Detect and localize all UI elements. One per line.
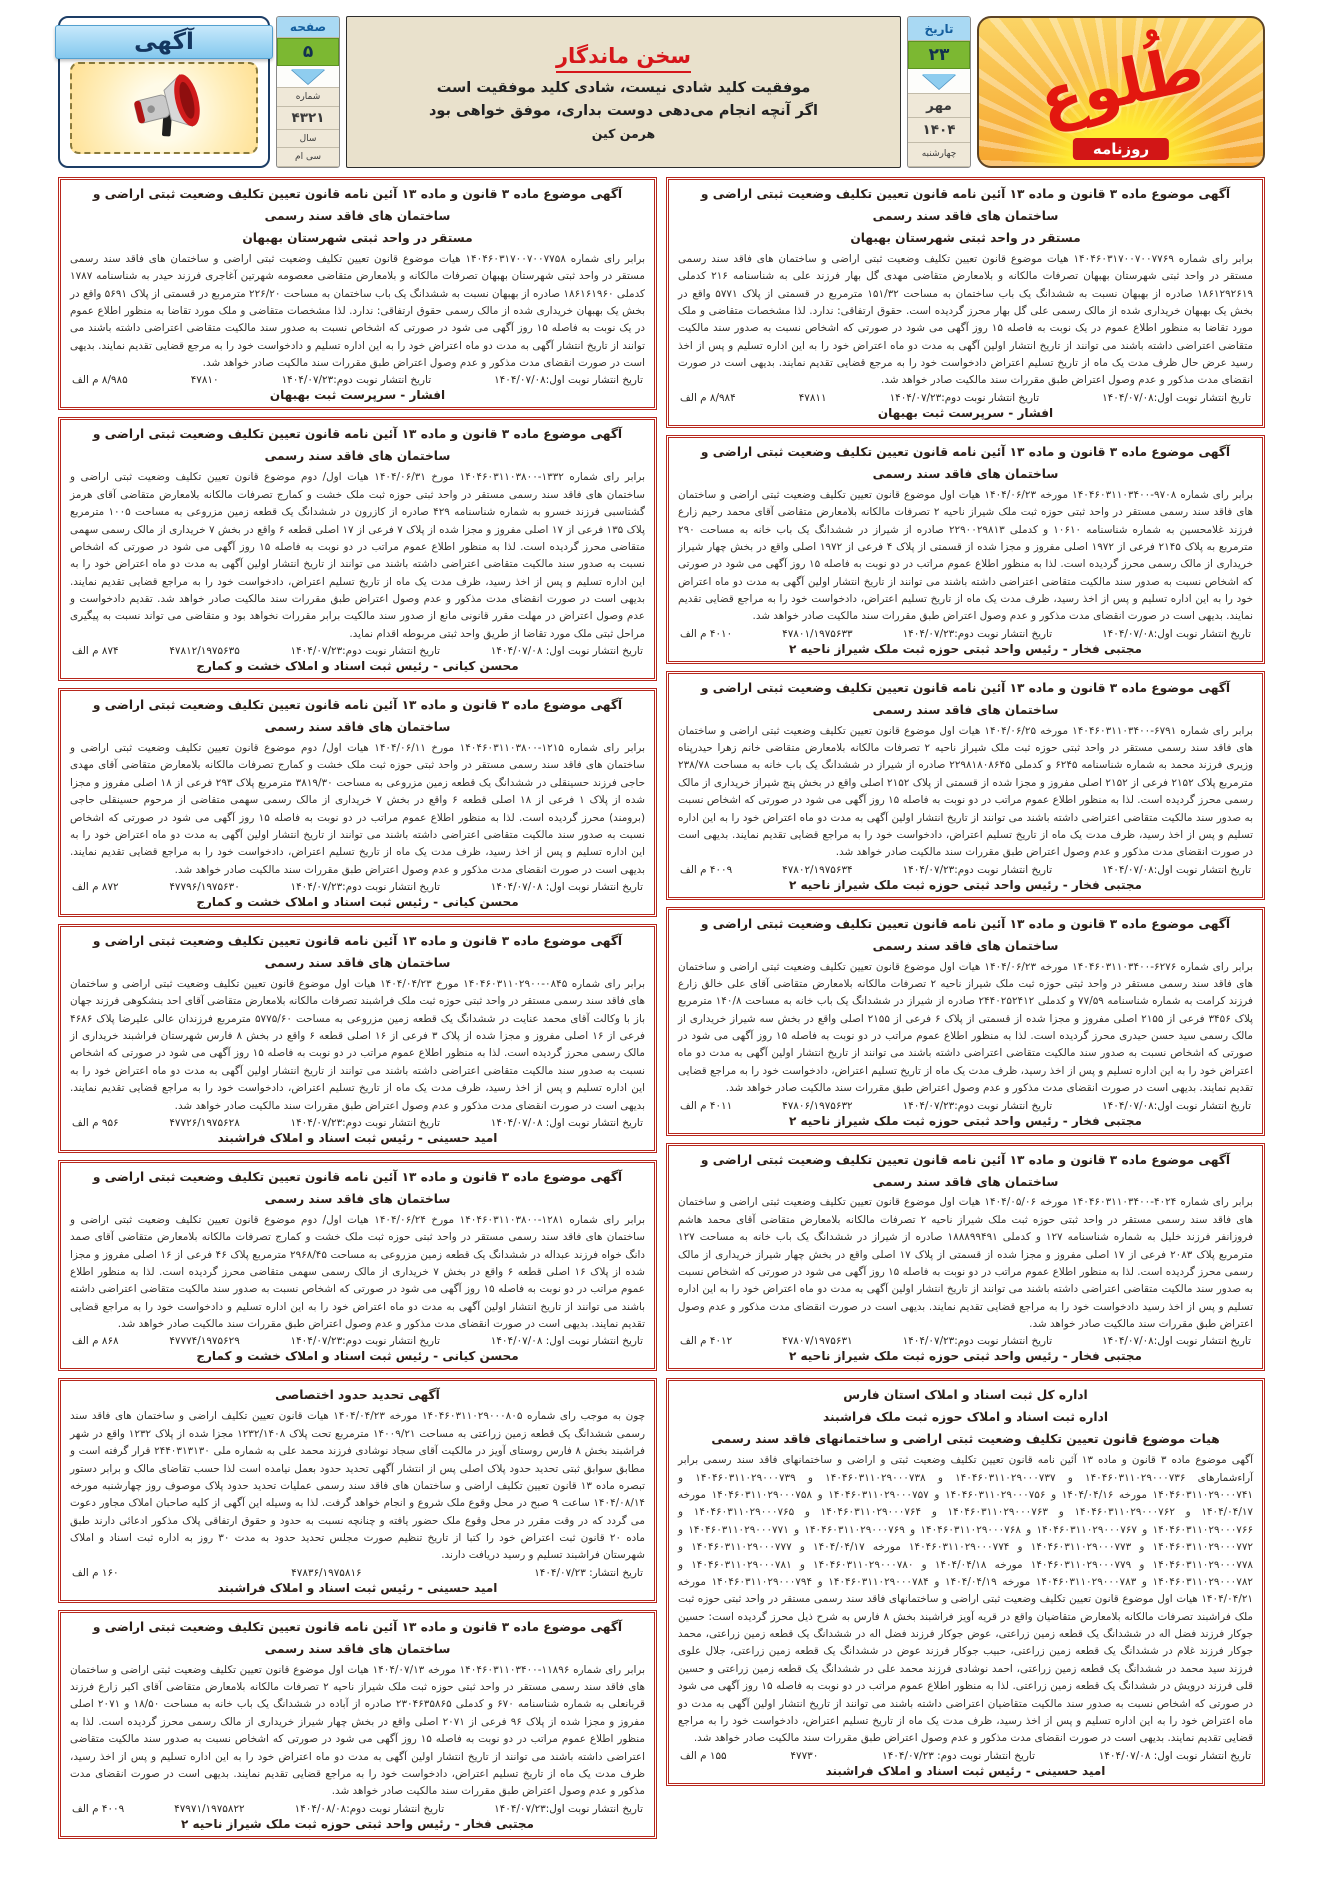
notice-headings xyxy=(678,1385,1253,1451)
megaphone-icon xyxy=(116,70,212,146)
quote-title: سخن ماندگار xyxy=(556,44,691,73)
quote-line-1: موفقیت کلید شادی نیست، شادی کلید موفقیت است xyxy=(436,79,811,96)
triangle-icon xyxy=(908,69,970,93)
notice-footer-item: تاریخ انتشار نوبت اول:۱۴۰۴/۰۷/۰۸ xyxy=(494,374,643,387)
notice-footer xyxy=(678,627,1253,641)
notice-footer-item: ۱۶۰ م الف xyxy=(72,1566,119,1579)
legal-notice xyxy=(58,1160,657,1372)
notices-area xyxy=(58,177,1265,1846)
year-label: سال xyxy=(277,130,339,149)
quote-author: هرمن کین xyxy=(591,125,656,141)
issue-number: ۴۳۲۱ xyxy=(277,107,339,130)
notice-footer-item: تاریخ انتشار نوبت اول:۱۴۰۴/۰۷/۰۸ xyxy=(1102,627,1251,640)
notice-title-line: آگهی موضوع ماده ۳ قانون و ماده ۱۳ آئین نامه قانون تعیین تکلیف وضعیت ثبتی اراضی و ساختمان های فاقد سند رسمی xyxy=(700,187,1231,223)
notice-footer-item: تاریخ انتشار نوبت اول:۱۴۰۴/۰۷/۰۸ xyxy=(1102,863,1251,876)
notice-body: آگهی موضوع ماده ۳ قانون و ماده ۱۳ آئین نامه قانون تعیین تکلیف وضعیت ثبتی و اراضی و ساختمانهای فاقد سند رسمی برابر آراءشمارهای ۱۴۰۴۶۰۳۱۱۰۲۹۰۰۰۷۳۶ و ۱۴۰۴۶۰۳۱۱۰۲۹۰۰۰۷۳۷ و ۱۴۰۴۶۰۳۱۱۰۲۹۰۰۰۷۳۸ و ۱۴۰۴۶۰۳۱۱۰۲۹۰۰۰۷۳۹ و ۱۴۰۴۶۰۳۱۱۰۲۹۰۰۰۷۴۱ مورخه ۱۴۰۴/۰۴/۱۶ و ۱۴۰۴۶۰۳۱۱۰۲۹۰۰۰۷۵۶ و ۱۴۰۴۶۰۳۱۱۰۲۹۰۰۰۷۵۷ و ۱۴۰۴۶۰۳۱۱۰۲۹۰۰۰۷۵۸ مورخه ۱۴۰۴/۰۴/۱۷ و ۱۴۰۴۶۰۳۱۱۰۲۹۰۰۰۷۶۲ و ۱۴۰۴۶۰۳۱۱۰۲۹۰۰۰۷۶۳ و ۱۴۰۴۶۰۳۱۱۰۲۹۰۰۰۷۶۴ و ۱۴۰۴۶۰۳۱۱۰۲۹۰۰۰۷۶۵ و ۱۴۰۴۶۰۳۱۱۰۲۹۰۰۰۷۶۶ و ۱۴۰۴۶۰۳۱۱۰۲۹۰۰۰۷۶۷ و ۱۴۰۴۶۰۳۱۱۰۲۹۰۰۰۷۶۸ و ۱۴۰۴۶۰۳۱۱۰۲۹۰۰۰۷۶۹ و ۱۴۰۴۶۰۳۱۱۰۲۹۰۰۰۷۷۱ و ۱۴۰۴۶۰۳۱۱۰۲۹۰۰۰۷۷۲ و ۱۴۰۴۶۰۳۱۱۰۲۹۰۰۰۷۷۳ و ۱۴۰۴۶۰۳۱۱۰۲۹۰۰۰۷۷۴ مورخه ۱۴۰۴/۰۴/۱۷ و ۱۴۰۴۶۰۳۱۱۰۲۹۰۰۰۷۷۷ و ۱۴۰۴۶۰۳۱۱۰۲۹۰۰۰۷۷۸ و ۱۴۰۴۶۰۳۱۱۰۲۹۰۰۰۷۷۹ مورخه ۱۴۰۴/۰۴/۱۸ و ۱۴۰۴۶۰۳۱۱۰۲۹۰۰۰۷۸۰ و ۱۴۰۴۶۰۳۱۱۰۲۹۰۰۰۷۸۱ و ۱۴۰۴۶۰۳۱۱۰۲۹۰۰۰۷۸۲ و ۱۴۰۴۶۰۳۱۱۰۲۹۰۰۰۷۸۳ مورخه ۱۴۰۴/۰۴/۱۹ و ۱۴۰۴۶۰۳۱۱۰۲۹۰۰۰۷۸۴ و ۱۴۰۴۶۰۳۱۱۰۲۹۰۰۰۷۹۴ مورخه ۱۴۰۴/۰۴/۲۱ هیات اول موضوع قانون تعیین تکلیف وضعیت ثبتی اراضی و ساختمانهای فاقد سند رسمی مستقر در واحد ثبتی حوزه ثبت ملک فراشبند تصرفات مالکانه بلامعارض متقاضیان واقع در قریه آویز فراشبند بخش ۸ فارس به شرح ذیل محرز گردیده است: حسین جوکار فرزند فضل اله در ششدانگ یک قطعه زمین زراعتی، عوض جوکار فرزند فضل اله در ششدانگ یک قطعه زمین زراعتی، محمد جوکار فرزند غلام در ششدانگ یک قطعه زمین زراعتی، حبیب جوکار فرزند عوض در ششدانگ یک قطعه زمین زراعتی، جلال علوی فرزند سید محمد در ششدانگ یک قطعه زمین زراعتی، احمد نوشادی فرزند محمد علی در ششدانگ یک قطعه زمین زراعتی و حسین قلی فرزند درویش در ششدانگ یک قطعه زمین زراعتی. لذا به منظور اطلاع عموم مراتب در دو نوبت به فاصله ۱۵ روز آگهی می شود در صورتی که اشخاص نسبت به صدور سند مالکیت متقاضیان اعتراضی داشته باشند می توانند از تاریخ انتشار اولین آگهی به مدت دو ماه اعتراض خود را به این اداره تسلیم و پس از اخذ رسید، ظرف مدت یک ماه از تاریخ تسلیم اعتراض، دادخواست خود را به مراجع قضایی تقدیم نمایند. بدیهی است در صورت انقضای مدت مذکور و عدم وصول اعتراض طبق مقررات سند مالکیت صادر خواهد شد. xyxy=(678,1454,1254,1745)
legal-notice xyxy=(58,1610,657,1839)
notice-title-line: آگهی موضوع ماده ۳ قانون و ماده ۱۳ آئین نامه قانون تعیین تکلیف وضعیت ثبتی اراضی و ساختمان های فاقد سند رسمی xyxy=(92,427,623,464)
masthead xyxy=(58,16,1265,168)
newspaper-logo-title: طُلوع xyxy=(1032,30,1210,136)
notice-footer-item: تاریخ انتشار نوبت دوم:۱۴۰۴/۰۷/۲۳ xyxy=(902,1099,1053,1112)
notice-signature: مجتبی فخار - رئیس واحد ثبتی حوزه ثبت ملک شیراز ناحیه ۲ xyxy=(789,641,1142,656)
notice-footer-item: ۴۷۸۰۶/۱۹۷۵۶۳۲ xyxy=(782,1099,853,1112)
notice-footer-item: تاریخ انتشار نوبت دوم:۱۴۰۴/۰۷/۲۳ xyxy=(889,391,1040,404)
notice-footer xyxy=(70,880,645,894)
legal-notice xyxy=(666,907,1265,1136)
notice-signature: افشار - سرپرست ثبت بهبهان xyxy=(877,405,1054,420)
notice-footer-item: تاریخ انتشار نوبت دوم:۱۴۰۴/۰۷/۲۳ xyxy=(290,881,441,894)
notice-body: برابر رای شماره ۴۰۲۴-۱۴۰۴۶۰۳۱۱۰۳۴۰۰ مورخه ۱۴۰۴/۰۵/۰۶ هیات اول موضوع قانون تعیین تکلیف وضعیت ثبتی اراضی و ساختمان های فاقد سند رسمی مستقر در واحد ثبتی حوزه ثبت ملک شیراز ناحیه ۲ تصرفات مالکانه بلامعارض متقاضی آقای محمد هاشم فروزانفر فرزند خلیل به شماره شناسنامه ۱۲۷ و کدملی ۱۸۸۸۹۹۴۹۱ صادره از شیراز در ششدانگ یک باب خانه به مساحت ۱۲۷ مترمربع پلاک ۲۰۸۳ فرعی از ۱۷ اصلی مفروز و مجزا شده از قسمتی از پلاک ۱۷ اصلی واقع در بخش چهار شیراز خریداری از مالک رسمی محرز گردیده است. لذا به منظور اطلاع عموم مراتب در دو نوبت به فاصله ۱۵ روز آگهی می شود در صورتی که اشخاص نسبت به صدور سند مالکیت متقاضی اعتراضی داشته باشند می توانند از تاریخ انتشار اولین آگهی به مدت دو ماه اعتراض خود را به این اداره تسلیم و پس از اخذ رسید دادخواست خود را به مراجع قضایی تقدیم نمایند. بدیهی است در صورت انقضای مدت مذکور و عدم وصول اعتراض طبق مقررات سند مالکیت صادر خواهد شد. xyxy=(678,1196,1254,1331)
notice-footer-item: تاریخ انتشار نوبت اول:۱۴۰۴/۰۷/۰۸ xyxy=(1102,391,1251,404)
notice-body: برابر رای شماره ۱۲۱۵-۱۴۰۴۶۰۳۱۱۰۳۸۰۰ مورخ ۱۴۰۴/۰۶/۱۱ هیات اول/ دوم موضوع قانون تعیین تکلیف وضعیت ثبتی اراضی و ساختمان های فاقد سند رسمی مستقر در واحد ثبتی حوزه ثبت ملک خشت و کمارج تصرفات مالکانه بلامعارض متقاضی آقای مهدی حاجی فرزند حسینقلی در ششدانگ یک قطعه زمین مزروعی به مساحت ۳۸۱۹/۳۰ مترمربع پلاک ۲۹۳ فرعی از ۱۸ اصلی مفروز و مجزا شده از پلاک ۱ فرعی از ۱۸ اصلی قطعه ۶ واقع در بخش ۷ خریداری از مالک رسمی سهمی متقاضی از مرحوم حسینقلی حاجی (برومند) محرز گردیده است. لذا به منظور اطلاع عموم مراتب در دو نوبت به فاصله ۱۵ روز آگهی می شود در صورتی که اشخاص نسبت به صدور سند مالکیت متقاضی اعتراضی داشته باشند می توانند از تاریخ انتشار اولین آگهی به مدت دو ماه اعتراض خود را به این اداره تسلیم و پس از اخذ رسید، ظرف مدت یک ماه از تاریخ تسلیم اعتراض، دادخواست خود را به مراجع قضایی تقدیم نمایند. بدیهی است در صورت انقضای مدت مذکور و عدم وصول اعتراض طبق مقررات سند مالکیت صادر خواهد شد. xyxy=(70,742,646,876)
date-weekday: چهارشنبه xyxy=(908,143,970,167)
notice-headings xyxy=(70,695,645,739)
notice-body: برابر رای شماره ۱۱۸۹۶-۱۴۰۴۶۰۳۱۱۰۳۴۰۰ مورخه ۱۴۰۴/۰۷/۱۳ هیات اول موضوع قانون تعیین تکلیف وضعیت ثبتی اراضی و ساختمان های فاقد سند رسمی مستقر در واحد ثبتی حوزه ثبت ملک شیراز ناحیه ۲ تصرفات مالکانه بلامعارض متقاضی آقای اکبر زارع فرزند قربانعلی به شماره شناسنامه ۶۷۰ و کدملی ۲۳۰۴۶۳۵۸۶۵ صادره از آباده در ششدانگ یک باب خانه به مساحت ۱۸/۵۰ و ۲۰۷۱ اصلی مفروز و مجزا شده از پلاک ۹۶ فرعی از ۲۰۷۱ اصلی واقع در بخش چهار شیراز خریداری از مالک رسمی محرز گردیده است. لذا به منظور اطلاع عموم مراتب در دو نوبت به فاصله ۱۵ روز آگهی می شود در صورتی که اشخاص نسبت به صدور سند مالکیت متقاضی اعتراضی داشته باشند می توانند از تاریخ انتشار اولین آگهی به مدت دو ماه اعتراض خود را به این اداره تسلیم و پس از اخذ رسید، ظرف مدت یک ماه از تاریخ تسلیم اعتراض، دادخواست خود را به مراجع قضایی تقدیم نمایند. بدیهی است در صورت انقضای مدت مذکور و عدم وصول اعتراض طبق مقررات سند مالکیت صادر خواهد شد. xyxy=(70,1663,645,1798)
newspaper-logo xyxy=(977,16,1265,168)
notice-title-line: آگهی موضوع ماده ۳ قانون و ماده ۱۳ آئین نامه قانون تعیین تکلیف وضعیت ثبتی اراضی و ساختمان های فاقد سند رسمی xyxy=(700,444,1231,481)
notice-headings xyxy=(70,1617,645,1661)
notice-body: برابر رای شماره ۹۷۰۸-۱۴۰۴۶۰۳۱۱۰۳۴۰۰ مورخه ۱۴۰۴/۰۶/۲۳ هیات اول موضوع قانون تعیین تکلیف وضعیت ثبتی اراضی و ساختمان های فاقد سند رسمی مستقر در واحد ثبتی حوزه ثبت ملک شیراز ناحیه ۲ تصرفات مالکانه بلامعارض متقاضی آقای محمد رحیم زارع فرزند غلامحسین به شماره شناسنامه ۱۰۶۱۰ و کدملی ۲۲۹۰۰۲۹۸۱۳ صادره از شیراز در ششدانگ یک باب خانه به مساحت ۲۹۰ مترمربع به پلاک ۲۱۴۵ فرعی از ۱۹۷۲ اصلی مفروز و مجزا شده از قسمتی از پلاک ۴ فرعی از ۱۹۷۲ اصلی واقع در بخش چهار شیراز خریداری از مالک رسمی محرز گردیده است. لذا به منظور اطلاع عموم مراتب در دو نوبت به فاصله ۱۵ روز آگهی می شود در صورتی که اشخاص نسبت به صدور سند مالکیت متقاضی اعتراضی داشته باشند می توانند از تاریخ انتشار اولین آگهی به مدت دو ماه اعتراض خود را به این اداره تسلیم و پس از اخذ رسید، ظرف مدت یک ماه از تاریخ تسلیم اعتراض، دادخواست خود را به مراجع قضایی تقدیم نمایند. بدیهی است در صورت انقضای مدت مذکور و عدم وصول اعتراض طبق مقررات سند مالکیت صادر خواهد شد. xyxy=(678,488,1254,623)
notice-headings xyxy=(678,678,1253,722)
notice-title-line: اداره کل ثبت اسناد و املاک استان فارس xyxy=(843,1388,1088,1403)
legal-notice xyxy=(58,1378,657,1602)
notice-footer-item: ۴۷۸۱۱ xyxy=(798,391,827,404)
page-column xyxy=(276,16,340,168)
notice-footer xyxy=(70,1802,645,1816)
year-value: سی ام xyxy=(277,148,339,167)
notice-footer-item: ۴۷۷۹۶/۱۹۷۵۶۳۰ xyxy=(169,881,240,894)
legal-notice xyxy=(58,417,657,681)
page-number: ۵ xyxy=(277,38,339,66)
ad-banner-panel xyxy=(70,62,258,154)
page-label: صفحه xyxy=(277,17,339,38)
notice-title-line: اداره ثبت اسناد و املاک حوزه ثبت ملک فراشبند xyxy=(822,1410,1109,1425)
notice-footer-item: تاریخ انتشار نوبت اول: ۱۴۰۴/۰۷/۰۸ xyxy=(490,1335,643,1348)
notice-footer-item: تاریخ انتشار نوبت دوم:۱۴۰۴/۰۷/۲۳ xyxy=(281,374,432,387)
notice-footer-item: ۴۷۷۳۰ xyxy=(790,1749,819,1762)
notice-signature: محسن کیانی - رئیس ثبت اسناد و املاک خشت و کمارج xyxy=(196,1349,519,1364)
notice-footer-item: ۴۷۸۰۱/۱۹۷۵۶۳۳ xyxy=(782,627,853,640)
date-month: مهر xyxy=(908,94,970,118)
notice-footer-item: ۱۵۵ م الف xyxy=(680,1749,727,1762)
notice-footer-item: ۴۷۹۷۱/۱۹۷۵۸۲۲ xyxy=(174,1802,245,1815)
legal-notice xyxy=(666,1143,1265,1372)
notice-footer-item: ۸/۹۸۵ م الف xyxy=(72,374,128,387)
issue-label: شماره xyxy=(277,88,339,107)
notice-footer xyxy=(70,373,645,387)
notice-footer-item: تاریخ انتشار نوبت اول:۱۴۰۴/۰۷/۰۸ xyxy=(1102,1335,1251,1348)
notice-footer-item: ۸/۹۸۴ م الف xyxy=(680,391,736,404)
notice-footer-item: تاریخ انتشار نوبت دوم:۱۴۰۴/۰۷/۲۳ xyxy=(290,1335,441,1348)
notice-footer-item: ۸۷۴ م الف xyxy=(72,645,119,658)
notice-signature: مجتبی فخار - رئیس واحد ثبتی حوزه ثبت ملک شیراز ناحیه ۲ xyxy=(181,1816,534,1831)
notice-signature: مجتبی فخار - رئیس واحد ثبتی حوزه ثبت ملک شیراز ناحیه ۲ xyxy=(789,877,1142,892)
notice-headings xyxy=(70,1385,645,1407)
notice-headings xyxy=(678,442,1253,486)
notice-footer xyxy=(70,644,645,658)
notice-signature: مجتبی فخار - رئیس واحد ثبتی حوزه ثبت ملک شیراز ناحیه ۲ xyxy=(789,1349,1142,1364)
notice-signature: محسن کیانی - رئیس ثبت اسناد و املاک خشت و کمارج xyxy=(196,659,519,674)
notice-title-line: آگهی موضوع ماده ۳ قانون و ماده ۱۳ آئین نامه قانون تعیین تکلیف وضعیت ثبتی اراضی و ساختمان های فاقد سند رسمی xyxy=(92,1169,623,1206)
legal-notice xyxy=(666,671,1265,900)
notice-body: برابر رای شماره ۱۳۳۲-۱۴۰۴۶۰۳۱۱۰۳۸۰۰ مورخ ۱۴۰۴/۰۶/۳۱ هیات اول/ دوم موضوع قانون تعیین تکلیف وضعیت ثبتی اراضی و ساختمان های فاقد سند رسمی مستقر در واحد ثبتی حوزه ثبت ملک خشت و کمارج تصرفات مالکانه بلامعارض متقاضی آقای هرمز گشتاسبی فرزند خسرو به شماره شناسنامه ۴۲۹ صادره از کازرون در ششدانگ یک قطعه زمین مزروعی به مساحت ۱۰۰۵ مترمربع پلاک ۱۳۵ فرعی از ۱۷ اصلی مفروز و مجزا شده از پلاک ۷ فرعی از ۱۷ اصلی قطعه ۶ واقع در بخش ۷ خریداری از مالک رسمی سهمی متقاضی محرز گردیده است. لذا به منظور اطلاع عموم مراتب در دو نوبت به فاصله ۱۵ روز آگهی می شود در صورتی که اشخاص نسبت به صدور سند مالکیت متقاضی اعتراضی داشته باشند می توانند از تاریخ انتشار اولین آگهی به مدت دو ماه اعتراض خود را به این اداره تسلیم و پس از اخذ رسید، ظرف مدت یک ماه از تاریخ تسلیم اعتراض، دادخواست خود را به مراجع قضایی تقدیم نمایند. بدیهی است در صورت انقضای مدت مذکور و عدم وصول اعتراض طبق مقررات سند مالکیت صادر خواهد شد. تقدیم دادخواست و عدم وصول اعتراض در مهلت مقرر قانونی مانع از صدور سند مالکیت برابر مقررات نخواهد بود و متقاضی می تواند نسبت به پیگیری مراحل ثبتی ملک مورد تقاضا از طریق واحد ثبتی مربوطه اقدام نماید. xyxy=(70,471,646,640)
notice-title-line: آگهی تحدید حدود اختصاصی xyxy=(275,1388,440,1403)
notice-body: برابر رای شماره ۰۸۴۵-۱۴۰۴۶۰۳۱۱۰۲۹۰۰ مورخ ۱۴۰۴/۰۴/۲۳ هیات اول موضوع قانون تعیین تکلیف وضعیت ثبتی اراضی و ساختمان های فاقد سند رسمی مستقر در واحد ثبتی حوزه ثبت ملک فراشبند تصرفات مالکانه بلامعارض متقاضی آقای احد بنشکوهی فرزند جهان باز با وکالت آقای محمد عنایت در ششدانگ یک قطعه زمین مزروعی به مساحت ۵۷۷۵/۶۰ مترمربع فرزندان عالی علیرضا پلاک ۴۶۸۶ فرعی از ۱۶ اصلی مفروز و مجزا شده از پلاک ۳ فرعی از ۱۶ اصلی قطعه ۶ واقع در بخش ۸ فارس شهرستان فراشبند خریداری از مالک رسمی محرز گردیده است. لذا به منظور اطلاع عموم مراتب در دو نوبت به فاصله ۱۵ روز آگهی می شود در صورتی که اشخاص نسبت به صدور سند مالکیت متقاضی اعتراضی داشته باشند می توانند از تاریخ انتشار اولین آگهی به مدت دو ماه اعتراض خود را به این اداره تسلیم و پس از اخذ رسید، ظرف مدت یک ماه از تاریخ تسلیم اعتراض، دادخواست خود را به مراجع قضایی تقدیم نمایند. بدیهی است در صورت انقضای مدت مذکور و عدم وصول اعتراض طبق مقررات سند مالکیت صادر خواهد شد. xyxy=(70,977,646,1112)
notice-footer-item: تاریخ انتشار نوبت اول:۱۴۰۴/۰۷/۲۳ xyxy=(494,1802,643,1815)
notice-footer-item: ۴۷۸۱۲/۱۹۷۵۶۳۵ xyxy=(169,645,240,658)
notice-footer-item: ۴۷۷۷۴/۱۹۷۵۶۲۹ xyxy=(169,1335,240,1348)
notice-body: برابر رای شماره ۶۲۷۶-۱۴۰۴۶۰۳۱۱۰۳۴۰۰ مورخه ۱۴۰۴/۰۶/۲۳ هیات اول موضوع قانون تعیین تکلیف وضعیت ثبتی اراضی و ساختمان های فاقد سند رسمی مستقر در واحد ثبتی حوزه ثبت ملک شیراز ناحیه ۲ تصرفات مالکانه بلامعارض متقاضی آقای علی خالق زارع فرزند کرامت به شماره شناسنامه ۷۷/۵۹ و کدملی ۲۴۴۰۲۵۲۴۱۲ صادره از شیراز در ششدانگ یک باب خانه به مساحت ۱۴۰/۸ مترمربع پلاک ۳۴۵۶ فرعی از ۲۱۵۵ اصلی مفروز و مجزا شده از قسمتی از پلاک ۶ فرعی از ۲۱۵۵ اصلی واقع در بخش سه شیراز خریداری از مالک رسمی سید حسن حیدری محرز گردیده است. لذا به منظور اطلاع عموم مراتب در دو نوبت به فاصله ۱۵ روز آگهی می شود در صورتی که اشخاص نسبت به صدور سند مالکیت متقاضی اعتراضی داشته باشند می توانند از تاریخ انتشار اولین آگهی به مدت دو ماه اعتراض خود را به این اداره تسلیم و پس از اخذ رسید، ظرف مدت یک ماه از تاریخ تسلیم اعتراض، دادخواست خود را به مراجع قضایی تقدیم نمایند. بدیهی است در صورت انقضای مدت مذکور و عدم وصول اعتراض طبق مقررات سند مالکیت صادر خواهد شد. xyxy=(678,960,1254,1095)
notice-headings xyxy=(70,424,645,468)
notice-signature: امید حسینی - رئیس ثبت اسناد و املاک فراشبند xyxy=(217,1580,498,1595)
notice-footer-item: تاریخ انتشار نوبت دوم:۱۴۰۴/۰۷/۲۳ xyxy=(902,1335,1053,1348)
notice-footer xyxy=(70,1334,645,1348)
notice-signature: مجتبی فخار - رئیس واحد ثبتی حوزه ثبت ملک شیراز ناحیه ۲ xyxy=(789,1113,1142,1128)
quote-box xyxy=(346,16,901,168)
notice-title-line: آگهی موضوع ماده ۳ قانون و ماده ۱۳ آئین نامه قانون تعیین تکلیف وضعیت ثبتی اراضی و ساختمان های فاقد سند رسمی xyxy=(92,934,623,970)
notice-body: برابر رای شماره ۱۴۰۴۶۰۳۱۷۰۰۷۰۰۷۷۵۸ هیات موضوع قانون تعیین تکلیف وضعیت ثبتی اراضی و ساختمان های فاقد سند رسمی مستقر در واحد ثبتی شهرستان بهبهان تصرفات مالکانه و بلامعارض متقاضی معصومه شهرتین آغاجری فرزند حیدر به شناسنامه ۱۷۸۷ کدملی ۱۸۶۱۶۱۹۶۰ صادره از بهبهان نسبت به ششدانگ یک باب ساختمان به مساحت ۲۲۶/۲۰ مترمربع در قسمتی از پلاک ۵۶۹۱ واقع در بخش یک بهبهان خریداری شده از مالک رسمی حقوق ارتفاقی: ندارد. لذا مشخصات متقاضی و ملک مورد تقاضا به منظور اطلاع عموم در یک نوبت به فاصله ۱۵ روز آگهی می شود در صورتی که اشخاص نسبت به صدور سند مالکیت متقاضی اعتراضی داشته باشند می توانند از تاریخ انتشار آگهی به مدت دو ماه اعتراض خود را به این اداره تسلیم و دادخواست خود را به مرجع قضایی تقدیم نمایند. بدیهی است در صورت انقضای مدت مذکور و عدم وصول اعتراض طبق مقررات سند مالکیت صادر خواهد شد. xyxy=(70,252,645,370)
notice-footer xyxy=(678,1749,1253,1763)
notice-footer-item: تاریخ انتشار نوبت اول: ۱۴۰۴/۰۷/۰۸ xyxy=(490,1116,643,1129)
notice-footer-item: ۸۷۲ م الف xyxy=(72,881,119,894)
notice-footer xyxy=(678,391,1253,405)
date-label: تاریخ xyxy=(908,17,970,41)
notice-footer-item: ۴۰۰۹ م الف xyxy=(72,1802,125,1815)
notice-signature: امید حسینی - رئیس ثبت اسناد و املاک فراشبند xyxy=(825,1763,1106,1778)
notice-title-line: مستقر در واحد ثبتی شهرستان بهبهان xyxy=(850,230,1081,245)
notice-footer-item: ۴۰۰۹ م الف xyxy=(680,863,733,876)
legal-notice xyxy=(58,688,657,917)
notice-footer-item: تاریخ انتشار نوبت دوم:۱۴۰۴/۰۷/۲۳ xyxy=(290,1116,441,1129)
ad-banner-title: آگهی xyxy=(55,25,273,59)
date-year: ۱۴۰۴ xyxy=(908,118,970,142)
ad-banner-box xyxy=(58,16,270,168)
notice-title-line: آگهی موضوع ماده ۳ قانون و ماده ۱۳ آئین نامه قانون تعیین تکلیف وضعیت ثبتی اراضی و ساختمان های فاقد سند رسمی xyxy=(92,187,623,223)
notice-footer-item: ۴۷۸۰۷/۱۹۷۵۶۳۱ xyxy=(782,1335,853,1348)
notice-headings xyxy=(70,1167,645,1211)
notice-signature: افشار - سرپرست ثبت بهبهان xyxy=(269,388,446,403)
notice-footer-item: تاریخ انتشار نوبت دوم:۱۴۰۴/۰۷/۲۳ xyxy=(902,863,1053,876)
notice-footer-item: ۹۵۶ م الف xyxy=(72,1116,119,1129)
date-day: ۲۳ xyxy=(908,41,970,69)
notice-footer-item: تاریخ انتشار نوبت اول: ۱۴۰۴/۰۷/۰۸ xyxy=(1098,1749,1251,1762)
date-column xyxy=(907,16,971,168)
legal-notice xyxy=(58,177,657,410)
notice-title-line: آگهی موضوع ماده ۳ قانون و ماده ۱۳ آئین نامه قانون تعیین تکلیف وضعیت ثبتی اراضی و ساختمان های فاقد سند رسمی xyxy=(700,680,1231,717)
notice-footer-item: ۴۷۸۰۲/۱۹۷۵۶۳۴ xyxy=(782,863,853,876)
notice-footer-item: تاریخ انتشار نوبت دوم:۱۴۰۴/۰۸/۰۸ xyxy=(294,1802,445,1815)
notice-body: برابر رای شماره ۱۲۸۱-۱۴۰۴۶۰۳۱۱۰۳۸۰۰ مورخ ۱۴۰۴/۰۶/۲۴ هیات اول/ دوم موضوع قانون تعیین تکلیف وضعیت ثبتی اراضی و ساختمان های فاقد سند رسمی مستقر در واحد ثبتی حوزه ثبت ملک خشت و کمارج تصرفات مالکانه بلامعارض متقاضی آقای صمد دانگ خواه فرزند عبداله در ششدانگ یک قطعه زمین مزروعی به مساحت ۲۹۶۸/۴۵ مترمربع پلاک ۴۶ فرعی از ۱۶ اصلی مفروز و مجزا شده از پلاک ۱۶ اصلی قطعه ۶ واقع در بخش ۷ خریداری از مالک رسمی سهمی متقاضی محرز گردیده است. لذا به منظور اطلاع عموم مراتب در دو نوبت به فاصله ۱۵ روز آگهی می شود در صورتی که اشخاص نسبت به صدور سند مالکیت متقاضی اعتراضی داشته باشند می توانند از تاریخ انتشار اولین آگهی به مدت دو ماه اعتراض خود را به این اداره تسلیم و دادخواست خود را به مراجع قضایی تقدیم نمایند. بدیهی است در صورت انقضای مدت مذکور و عدم وصول اعتراض طبق مقررات سند مالکیت صادر خواهد شد. xyxy=(70,1213,646,1331)
legal-notice xyxy=(666,177,1265,428)
notice-footer-item: تاریخ انتشار نوبت دوم:۱۴۰۴/۰۷/۲۳ xyxy=(290,645,441,658)
notice-footer-item: ۴۰۱۱ م الف xyxy=(680,1099,733,1112)
notice-footer-item: ۴۰۱۰ م الف xyxy=(680,627,733,640)
notice-footer xyxy=(678,1334,1253,1348)
notice-footer xyxy=(678,1099,1253,1113)
triangle-icon xyxy=(277,66,339,88)
notice-headings xyxy=(70,931,645,975)
notice-footer-item: ۴۰۱۲ م الف xyxy=(680,1335,733,1348)
notice-footer-item: تاریخ انتشار نوبت دوم: ۱۴۰۴/۰۷/۲۳ xyxy=(882,1749,1035,1762)
notice-footer xyxy=(70,1566,645,1580)
notice-footer-item: ۸۶۸ م الف xyxy=(72,1335,119,1348)
notice-footer-item: تاریخ انتشار نوبت اول: ۱۴۰۴/۰۷/۰۸ xyxy=(490,881,643,894)
legal-notice xyxy=(58,924,657,1153)
left-column xyxy=(58,177,657,1846)
notice-headings xyxy=(70,184,645,250)
notice-title-line: مستقر در واحد ثبتی شهرستان بهبهان xyxy=(242,230,473,245)
notice-signature: محسن کیانی - رئیس ثبت اسناد و املاک خشت و کمارج xyxy=(196,895,519,910)
right-column xyxy=(666,177,1265,1793)
notice-footer-item: تاریخ انتشار نوبت اول:۱۴۰۴/۰۷/۰۸ xyxy=(1102,1099,1251,1112)
notice-footer-item: ۴۷۸۱۰ xyxy=(190,374,219,387)
notice-footer-item: تاریخ انتشار نوبت اول: ۱۴۰۴/۰۷/۰۸ xyxy=(490,645,643,658)
notice-footer xyxy=(678,863,1253,877)
notice-body: چون به موجب رای شماره ۱۴۰۴۶۰۳۱۱۰۲۹۰۰۰۸۰۵ مورخه ۱۴۰۴/۰۴/۲۳ هیات قانون تعیین تکلیف اراضی و ساختمان های فاقد سند رسمی ششدانگ یک قطعه زمین زراعتی به مساحت ۱۴۰۰۹/۲۱ مترمربع تحت پلاک ۱۲۳۲/۱۴۰۸ مجزا شده از پلاک ۱۲۳۲ واقع در شهر فراشبند بخش ۸ فارس روستای آویز در مالکیت آقای سجاد نوشادی فرزند محمد علی به شماره ملی ۲۴۴۰۳۱۳۱۳۰ قرار گرفته است و مطابق سوابق ثبتی تحدید حدود پلاک اصلی پس از انتشار آگهی تحدید حدود بعمل نیامده است لذا حسب تقاضای مالک و برابر دستور تبصره ماده ۱۳ قانون تعیین تکلیف اراضی و ساختمان های فاقد سند رسمی عملیات تحدید حدود پلاک موصوف روز چهارشنبه مورخه ۱۴۰۴/۰۸/۱۴ ساعت ۹ صبح در محل وقوع ملک شروع و انجام خواهد گرفت. لذا به وسیله این آگهی از کلیه صاحبان املاک مجاور دعوت می گردد که در وقت مقرر در محل وقوع ملک حضور یافته و چنانچه نسبت به حدود و حقوق ارتفاقی پلاک مذکور ادعائی دارند طبق ماده ۲۰ قانون ثبت اعتراض خود را کتبا از تاریخ تنظیم صورت مجلس تحدید حدود به مدت ۳۰ روز به اداره ثبت اسناد و املاک شهرستان فراشبند تسلیم و رسید دریافت دارند. xyxy=(70,1410,646,1562)
notice-title-line: آگهی موضوع ماده ۳ قانون و ماده ۱۳ آئین نامه قانون تعیین تکلیف وضعیت ثبتی اراضی و ساختمان های فاقد سند رسمی xyxy=(700,1152,1231,1189)
notice-body: برابر رای شماره ۶۷۹۱-۱۴۰۴۶۰۳۱۱۰۳۴۰۰ مورخه ۱۴۰۴/۰۶/۲۵ هیات اول موضوع قانون تعیین تکلیف وضعیت ثبتی اراضی و ساختمان های فاقد سند رسمی مستقر در واحد ثبتی حوزه ثبت ملک شیراز ناحیه ۲ تصرفات مالکانه بلامعارض متقاضی خانم زهرا حیدرپناه وزیری فرزند محمد به شماره شناسنامه ۶۲۴۵ و کدملی ۲۲۹۸۱۸۰۸۶۴۵ صادره از شیراز در ششدانگ یک باب خانه به مساحت ۲۳۸/۷۸ مترمربع پلاک ۲۱۵۲ فرعی از ۲۱۵۲ اصلی مفروز و مجزا شده از قسمتی از پلاک ۲۱۵۲ اصلی واقع در بخش پنج شیراز خریداری از مالک رسمی محرز گردیده است. لذا به منظور اطلاع عموم مراتب در دو نوبت به فاصله ۱۵ روز آگهی می شود در صورتی که اشخاص نسبت به صدور سند مالکیت متقاضی اعتراضی داشته باشند می توانند از تاریخ انتشار اولین آگهی به مدت دو ماه اعتراض خود را به این اداره تسلیم و پس از اخذ رسید، ظرف مدت یک ماه از تاریخ تسلیم اعتراض، دادخواست خود را به مراجع قضایی تقدیم نمایند. بدیهی است در صورت انقضای مدت مذکور و عدم وصول اعتراض طبق مقررات سند مالکیت صادر خواهد شد. xyxy=(678,724,1254,859)
notice-headings xyxy=(678,914,1253,958)
quote-line-2: اگر آنچه انجام می‌دهی دوست بداری، موفق خواهی بود xyxy=(428,102,819,119)
notice-title-line: آگهی موضوع ماده ۳ قانون و ماده ۱۳ آئین نامه قانون تعیین تکلیف وضعیت ثبتی اراضی و ساختمان های فاقد سند رسمی xyxy=(700,916,1231,953)
notice-title-line: هیات موضوع قانون تعیین تکلیف وضعیت ثبتی اراضی و ساختمانهای فاقد سند رسمی xyxy=(711,1432,1220,1447)
newspaper-ribbon: روزنامه xyxy=(1073,138,1169,160)
legal-notice xyxy=(666,435,1265,664)
notice-footer-item: تاریخ انتشار: ۱۴۰۴/۰۷/۲۳ xyxy=(534,1566,643,1579)
notice-title-line: آگهی موضوع ماده ۳ قانون و ماده ۱۳ آئین نامه قانون تعیین تکلیف وضعیت ثبتی اراضی و ساختمان های فاقد سند رسمی xyxy=(92,1619,623,1656)
notice-footer-item: ۴۷۸۳۶/۱۹۷۵۸۱۶ xyxy=(291,1566,362,1579)
notice-headings xyxy=(678,1150,1253,1194)
legal-notice xyxy=(666,1378,1265,1785)
notice-footer xyxy=(70,1116,645,1130)
notice-title-line: آگهی موضوع ماده ۳ قانون و ماده ۱۳ آئین نامه قانون تعیین تکلیف وضعیت ثبتی اراضی و ساختمان های فاقد سند رسمی xyxy=(92,698,623,735)
notice-footer-item: تاریخ انتشار نوبت دوم:۱۴۰۴/۰۷/۲۳ xyxy=(902,627,1053,640)
notice-signature: امید حسینی - رئیس ثبت اسناد و املاک فراشبند xyxy=(217,1130,498,1145)
notice-headings xyxy=(678,184,1253,250)
notice-body: برابر رای شماره ۱۴۰۴۶۰۳۱۷۰۰۷۰۰۷۷۶۹ هیات موضوع قانون تعیین تکلیف وضعیت ثبتی اراضی و ساختمان های فاقد سند رسمی مستقر در واحد ثبتی شهرستان بهبهان تصرفات مالکانه و بلامعارض متقاضی مهدی گل بهار فرزند علی به شناسنامه ۲۱۶ کدملی ۱۸۶۱۲۹۲۶۱۹ صادره از بهبهان نسبت به ششدانگ یک باب ساختمان به مساحت ۱۵۱/۳۲ مترمربع در قسمتی از پلاک ۵۷۷۱ واقع در بخش یک بهبهان خریداری شده از مالک رسمی علی گل بهار محرز گردیده است. حقوق ارتفاقی: ندارد. لذا مشخصات متقاضی و ملک مورد تقاضا به منظور اطلاع عموم در یک نوبت به فاصله ۱۵ روز آگهی می شود در صورتی که اشخاص نسبت به صدور سند مالکیت متقاضی اعتراضی داشته باشند می توانند از تاریخ انتشار اولین آگهی به مدت دو ماه اعتراض خود را به این اداره تسلیم و پس از اخذ رسید عرض حال ظرف مدت یک ماه از تاریخ تسلیم اعتراض دادخواست خود را به مرجع قضایی تقدیم نمایند. بدیهی است در صورت انقضای مدت مذکور و عدم وصول اعتراض طبق مقررات سند مالکیت صادر خواهد شد. xyxy=(678,252,1254,387)
notice-footer-item: ۴۷۷۲۶/۱۹۷۵۶۲۸ xyxy=(169,1116,240,1129)
